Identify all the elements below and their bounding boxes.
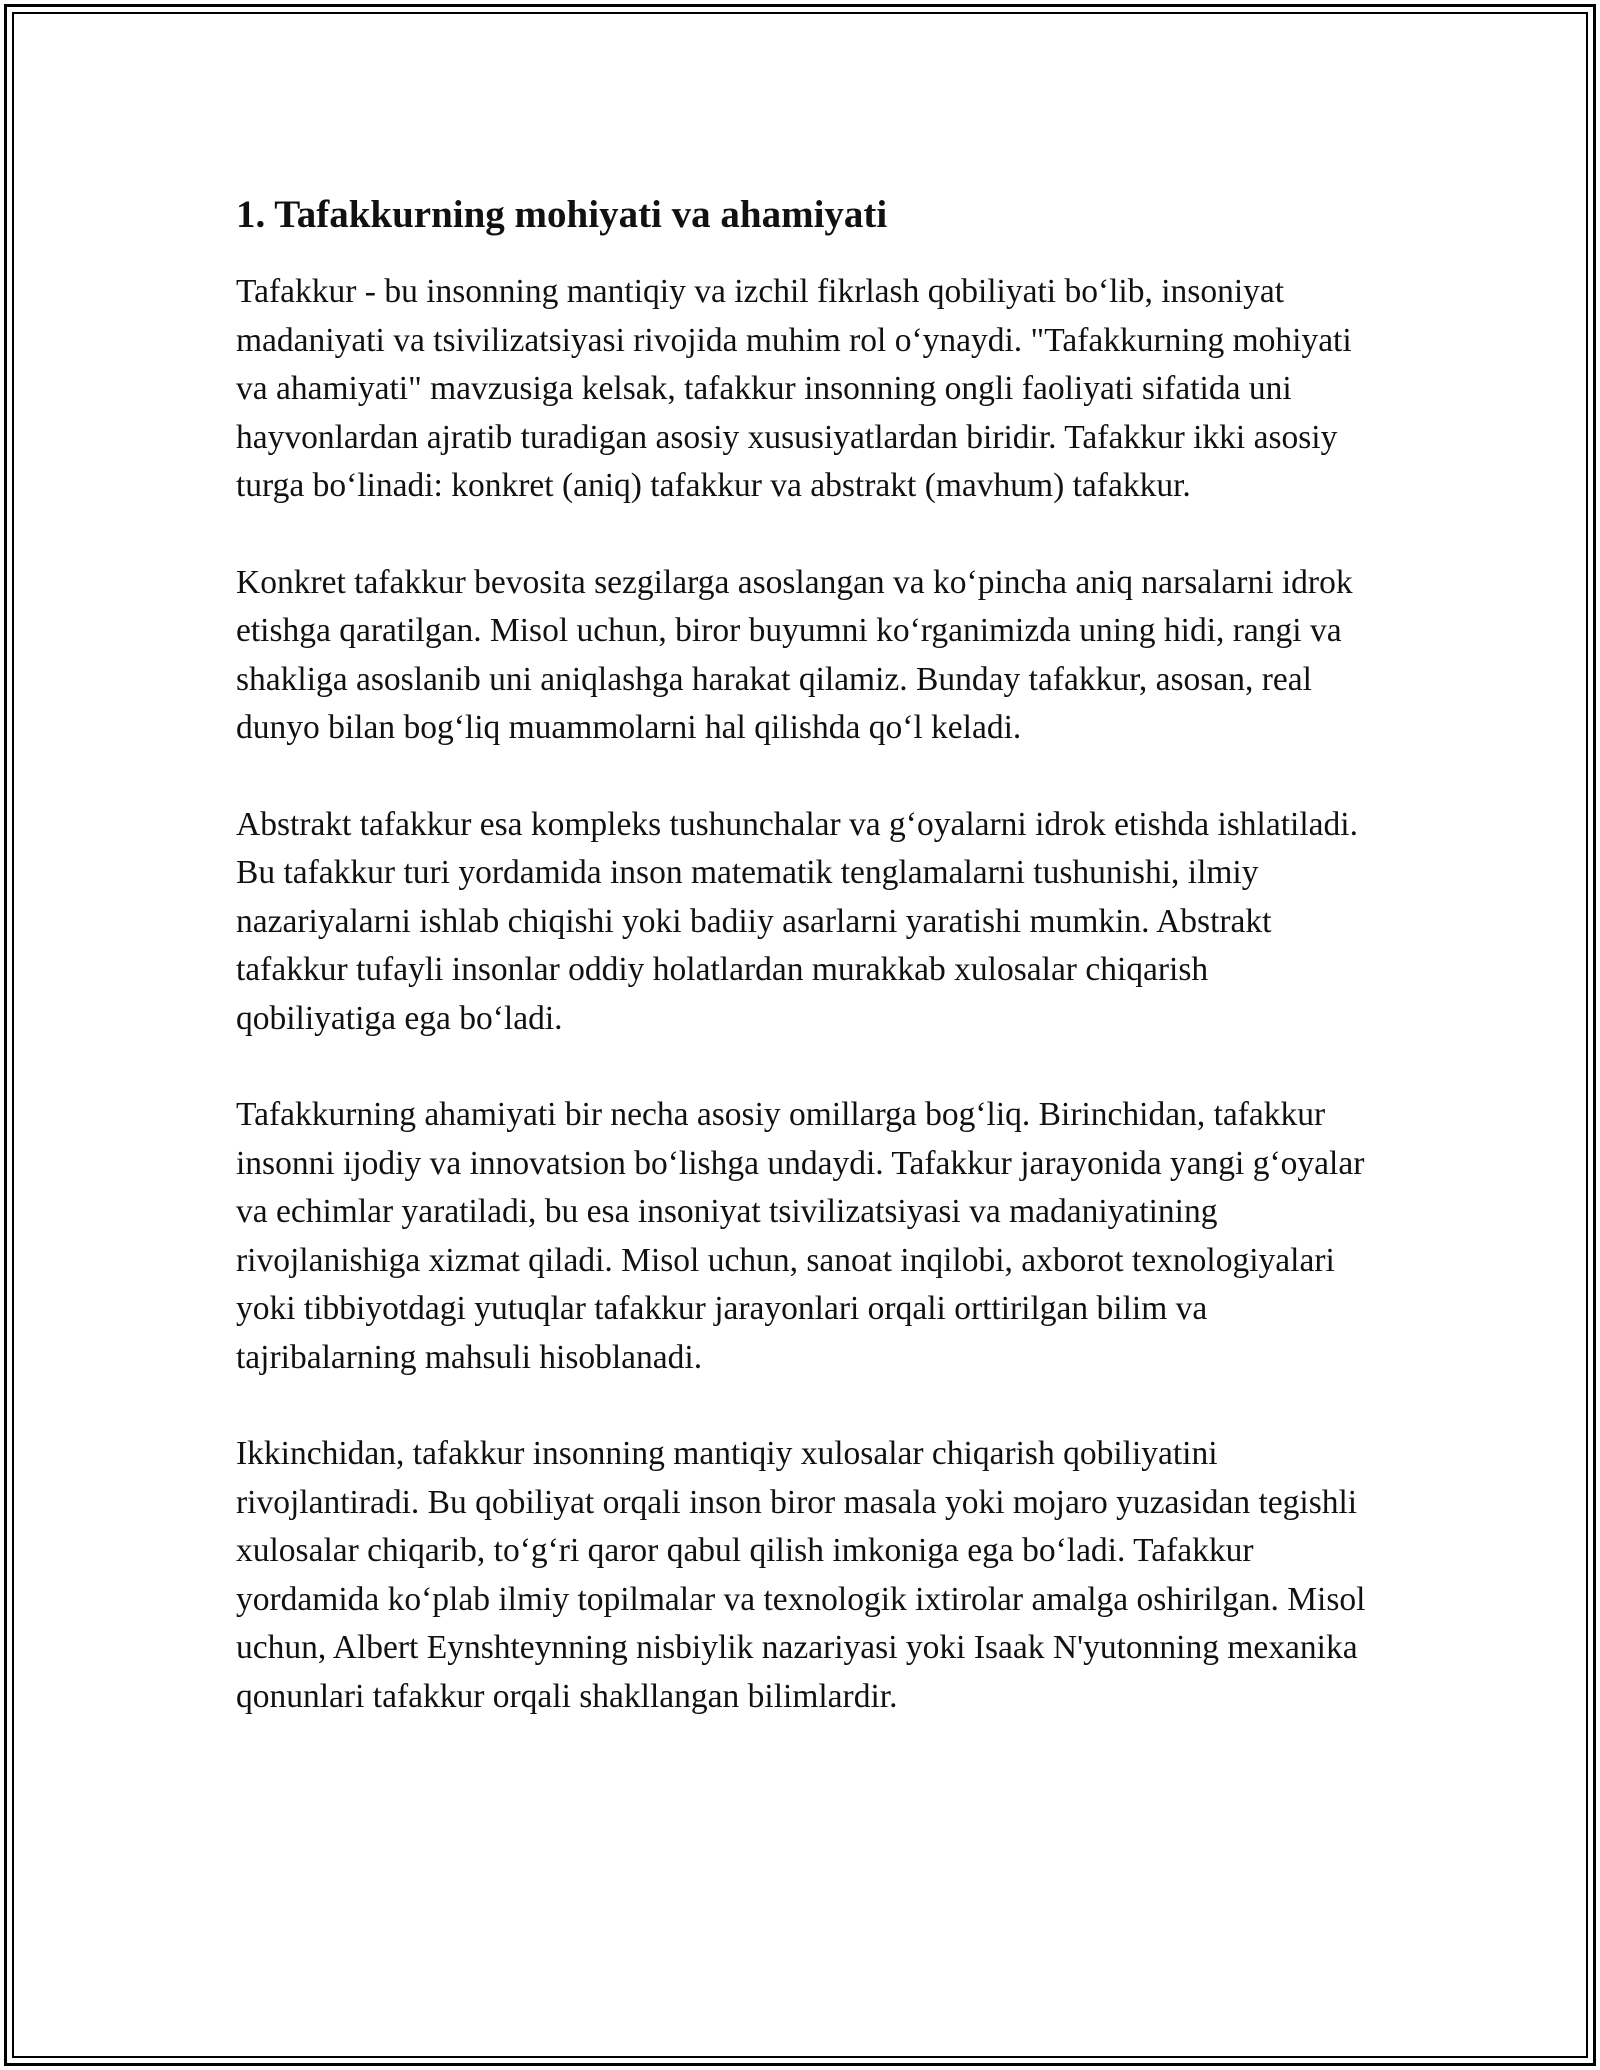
- paragraph-abstract-thinking: Abstrakt tafakkur esa kompleks tushunchalar va g‘oyalarni idrok etishda ishlatiladi. Bu tafakkur turi yordamida inson matematik tenglamalarni tushunishi, ilmiy nazariyalarni ishlab chiqishi yoki badiiy asarlarni yaratishi mumkin. Abstrakt tafakkur tufayli insonlar oddiy holatlardan murakkab xulosalar chiqarish qobiliyatiga ega bo‘ladi.: [236, 805, 1358, 1037]
- paragraph-importance-second: Ikkinchidan, tafakkur insonning mantiqiy xulosalar chiqarish qobiliyatini rivojlantiradi. Bu qobiliyat orqali inson biror masala yoki mojaro yuzasidan tegishli xulosalar chiqarib, to‘g‘ri qaror qabul qilish imkoniga ega bo‘ladi. Tafakkur yordamida ko‘plab ilmiy topilmalar va texnologik ixtirolar amalga oshirilgan. Misol uchun, Albert Eynshteynning nisbiylik nazariyasi yoki Isaak N'yutonning mexanika qonunlari tafakkur orqali shakllangan bilimlardir.: [236, 1435, 1366, 1715]
- paragraph-definition: Tafakkur - bu insonning mantiqiy va izchil fikrlash qobiliyati bo‘lib, insoniyat madaniyati va tsivilizatsiyasi rivojida muhim rol o‘ynaydi. "Tafakkurning mohiyati va ahamiyati" mavzusiga kelsak, tafakkur insonning ongli faoliyati sifatida uni hayvonlardan ajratib turadigan asosiy xususiyatlardan biridir. Tafakkur ikki asosiy turga bo‘linadi: konkret (aniq) tafakkur va abstrakt (mavhum) tafakkur.: [236, 273, 1352, 504]
- paragraph-concrete-thinking: Konkret tafakkur bevosita sezgilarga asoslangan va ko‘pincha aniq narsalarni idrok etishga qaratilgan. Misol uchun, biror buyumni ko‘rganimizda uning hidi, rangi va shakliga asoslanib uni aniqlashga harakat qilamiz. Bunday tafakkur, asosan, real dunyo bilan bog‘liq muammolarni hal qilishda qo‘l keladi.: [236, 563, 1353, 746]
- paragraph-importance-first: Tafakkurning ahamiyati bir necha asosiy omillarga bog‘liq. Birinchidan, tafakkur insonni ijodiy va innovatsion bo‘lishga undaydi. Tafakkur jarayonida yangi g‘oyalar va echimlar yaratiladi, bu esa insoniyat tsivilizatsiyasi va madaniyatining rivojlanishiga xizmat qiladi. Misol uchun, sanoat inqilobi, axborot texnologiyalari yoki tibbiyotdagi yutuqlar tafakkur jarayonlari orqali orttirilgan bilim va tajribalarning mahsuli hisoblanadi.: [236, 1096, 1365, 1376]
- document-body: [236, 184, 1376, 1769]
- section-heading: 1. Tafakkurning mohiyati va ahamiyati: [236, 193, 888, 236]
